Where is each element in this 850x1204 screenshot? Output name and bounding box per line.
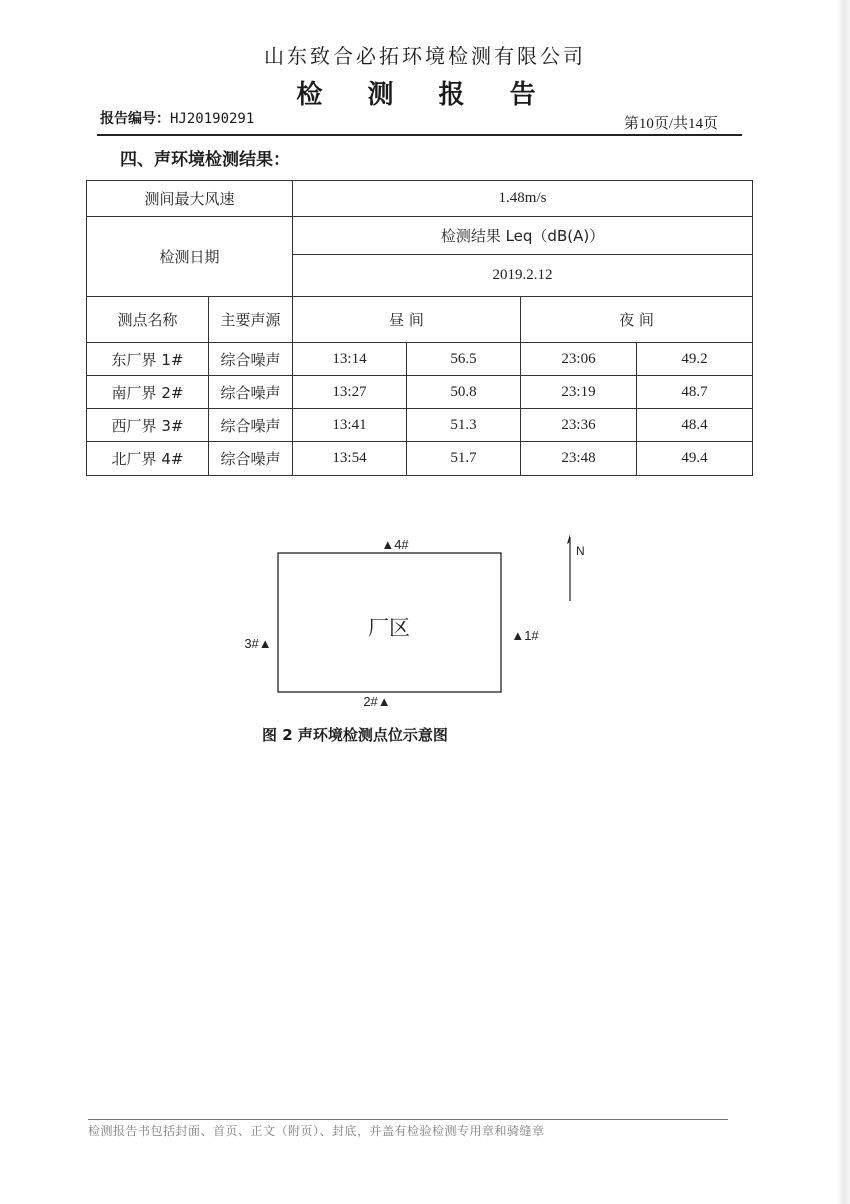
point-3-marker: 3#▲ (244, 636, 272, 651)
day-time: 13:54 (293, 442, 407, 476)
night-time: 23:06 (521, 343, 637, 376)
date-value: 2019.2.12 (293, 255, 753, 297)
plant-area-label: 厂区 (368, 616, 410, 640)
night-value: 48.7 (637, 376, 753, 409)
result-label: 检测结果 Leq（dB(A)） (293, 217, 753, 255)
column-header-row (87, 297, 753, 343)
day-time: 13:27 (293, 376, 407, 409)
wind-value: 1.48m/s (293, 181, 753, 217)
wind-label: 测间最大风速 (87, 181, 293, 217)
point-name: 北厂界 4# (87, 442, 209, 476)
north-label: N (576, 544, 585, 558)
result-header-row (87, 217, 753, 255)
day-value: 51.7 (407, 442, 521, 476)
day-value: 51.3 (407, 409, 521, 442)
point-name: 南厂界 2# (87, 376, 209, 409)
night-value: 48.4 (637, 409, 753, 442)
table-row (87, 442, 753, 476)
page-edge-shadow (836, 0, 850, 1204)
noise-source: 综合噪声 (209, 409, 293, 442)
col-day-header: 昼 间 (293, 297, 521, 343)
col-point-header: 测点名称 (87, 297, 209, 343)
document-title: 检 测 报 告 (296, 80, 554, 110)
point-name: 东厂界 1# (87, 343, 209, 376)
report-number (100, 108, 254, 128)
day-time: 13:41 (293, 409, 407, 442)
noise-source: 综合噪声 (209, 376, 293, 409)
col-source-header: 主要声源 (209, 297, 293, 343)
table-row (87, 409, 753, 442)
header-divider (97, 134, 742, 136)
day-value: 56.5 (407, 343, 521, 376)
noise-source: 综合噪声 (209, 343, 293, 376)
company-name: 山东致合必拓环境检测有限公司 (264, 44, 586, 68)
col-night-header: 夜 间 (521, 297, 753, 343)
page-info: 第10页/共14页 (623, 116, 718, 132)
table-row (87, 376, 753, 409)
footer-note: 检测报告书包括封面、首页、正文（附页）、封底，并盖有检验检测专用章和骑缝章 (88, 1124, 545, 1138)
night-time: 23:48 (521, 442, 637, 476)
night-value: 49.2 (637, 343, 753, 376)
figure-caption: 图 2 声环境检测点位示意图 (262, 726, 448, 744)
noise-results-table (86, 180, 753, 476)
report-number-value: HJ20190291 (170, 111, 255, 127)
point-name: 西厂界 3# (87, 409, 209, 442)
date-label: 检测日期 (87, 217, 293, 297)
day-value: 50.8 (407, 376, 521, 409)
table-row (87, 343, 753, 376)
point-2-marker: 2#▲ (363, 694, 391, 709)
night-time: 23:36 (521, 409, 637, 442)
report-number-label: 报告编号： (100, 111, 170, 127)
night-time: 23:19 (521, 376, 637, 409)
noise-source: 综合噪声 (209, 442, 293, 476)
section-title: 四、声环境检测结果： (120, 150, 290, 170)
wind-row (87, 181, 753, 217)
night-value: 49.4 (637, 442, 753, 476)
footer-divider (88, 1119, 728, 1120)
day-time: 13:14 (293, 343, 407, 376)
point-4-marker: ▲4# (381, 537, 409, 552)
point-1-marker: ▲1# (511, 628, 539, 643)
